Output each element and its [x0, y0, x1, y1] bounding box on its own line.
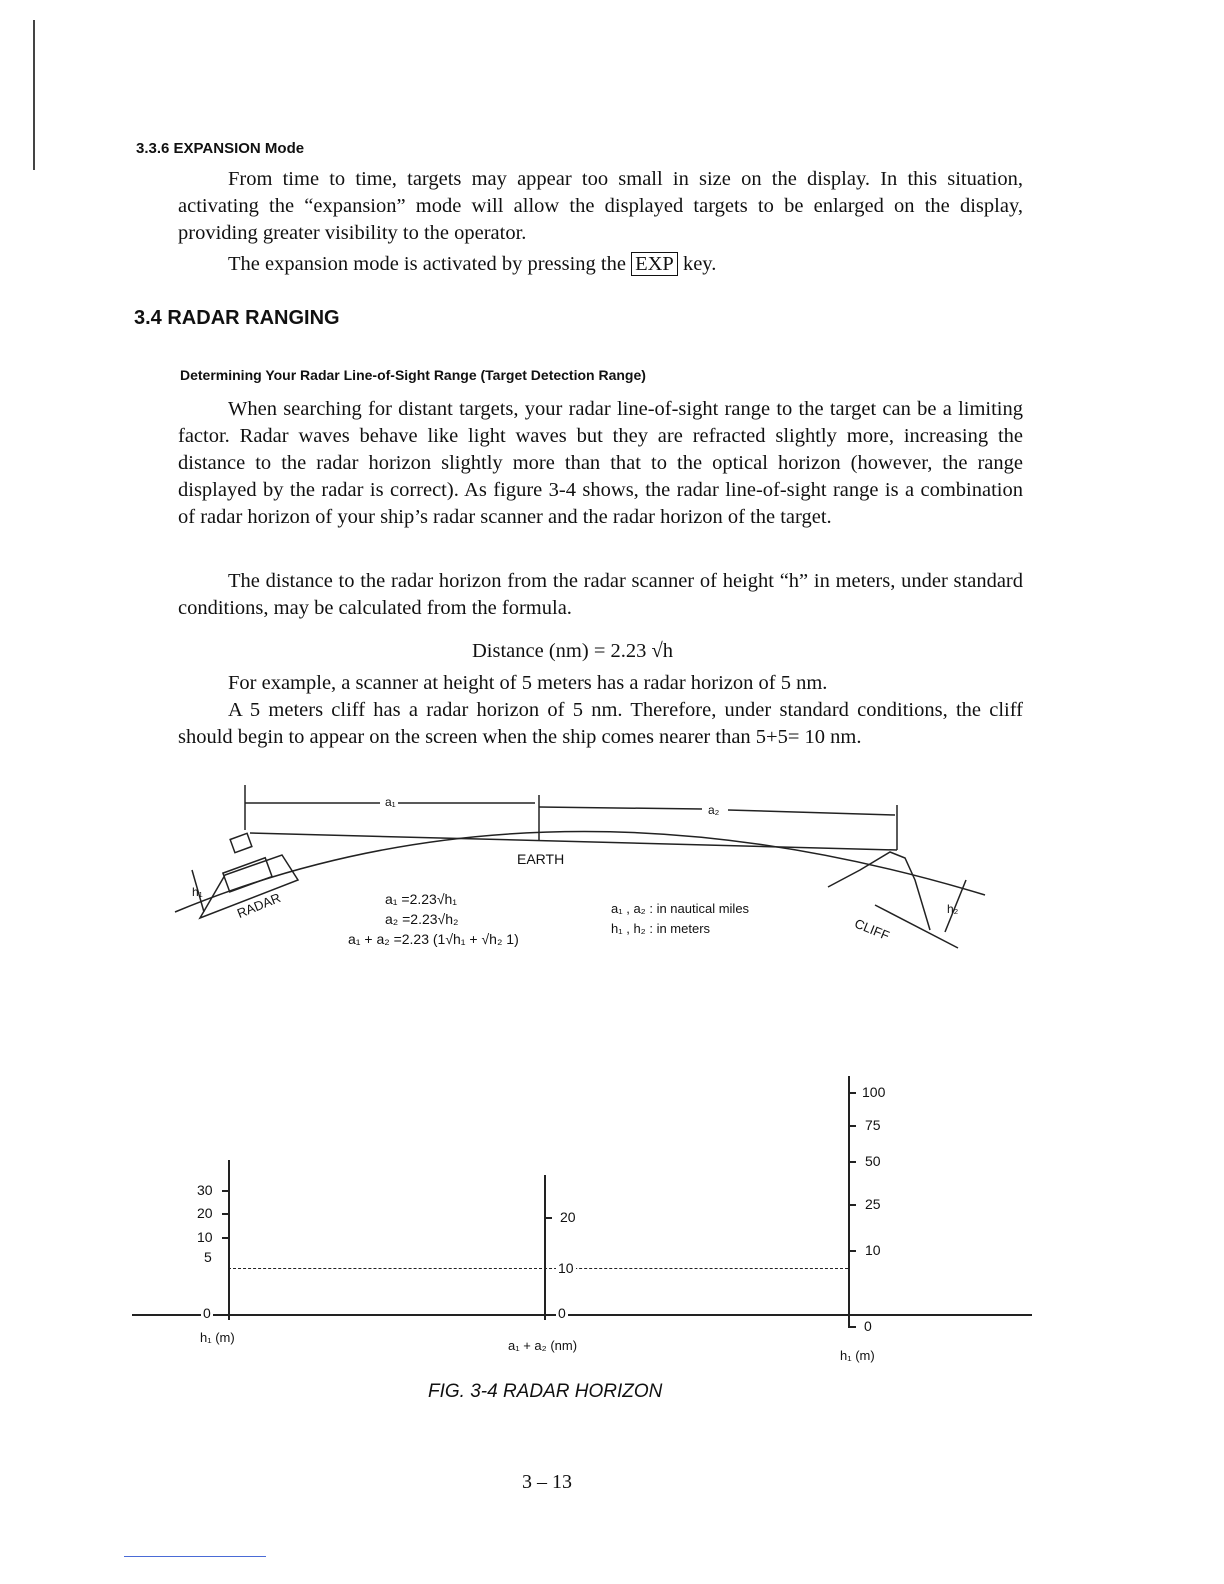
right-label-75: 75: [865, 1117, 881, 1133]
left-label-5: 5: [204, 1249, 212, 1265]
right-tick-100: [848, 1092, 856, 1094]
right-label-100: 100: [862, 1084, 886, 1100]
dim-a2-line-left: [539, 807, 702, 809]
cliff-shape: [828, 852, 930, 930]
left-label-20: 20: [197, 1205, 213, 1221]
middle-axis: [544, 1175, 546, 1320]
right-tick-25: [848, 1204, 856, 1206]
cliff-paragraph: A 5 meters cliff has a radar horizon of 5 nm. Therefore, under standard conditions, the cliff should begin to appear on the screen when the ship comes nearer than 5+5= 10 nm.: [178, 699, 1023, 748]
exp-key: EXP: [631, 252, 678, 276]
right-label-25: 25: [865, 1196, 881, 1212]
right-label-50: 50: [865, 1153, 881, 1169]
left-tick-30: [222, 1190, 230, 1192]
label-a2: a₂: [708, 803, 720, 817]
right-axis-label: h₁ (m): [840, 1348, 875, 1363]
earth-curve: [175, 831, 985, 912]
nomogram-baseline: [132, 1314, 1032, 1316]
label-radar: RADAR: [234, 890, 283, 921]
right-tick-0: [848, 1326, 856, 1328]
right-tick-50: [848, 1161, 856, 1163]
expansion-key-paragraph: [178, 251, 1023, 278]
left-label-30: 30: [197, 1182, 213, 1198]
left-axis-label: h₁ (m): [200, 1330, 235, 1345]
bottom-rule: [124, 1556, 266, 1557]
label-h2: h₂: [947, 902, 959, 916]
figure-caption: FIG. 3-4 RADAR HORIZON: [428, 1381, 663, 1402]
radar-horizon-diagram: [0, 770, 1224, 970]
equation-sum: a₁ + a₂ =2.23 (1√h₁ + √h₂ 1): [348, 931, 519, 947]
left-axis: [228, 1160, 230, 1320]
right-tick-75: [848, 1125, 856, 1127]
left-label-10: 10: [197, 1229, 213, 1245]
right-label-10: 10: [865, 1242, 881, 1258]
expansion-key-text-before: The expansion mode is activated by pressing the: [228, 253, 632, 275]
horizon-distance-paragraph: The distance to the radar horizon from the radar scanner of height “h” in meters, under standard conditions, may be calculated from the formula.: [178, 570, 1023, 619]
left-tick-10: [222, 1237, 230, 1239]
expansion-key-text-after: key.: [677, 253, 717, 275]
right-label-0: 0: [864, 1318, 872, 1334]
binding-margin-line: [33, 20, 35, 170]
section-heading-radar-ranging: 3.4 RADAR RANGING: [134, 307, 340, 329]
mid-label-20: 20: [560, 1209, 576, 1225]
ship-cabin: [223, 858, 272, 892]
mid-label-10: 10: [558, 1260, 574, 1276]
mid-label-0: 0: [558, 1305, 566, 1321]
dim-a2-line-right: [728, 810, 895, 815]
equation-a2: a₂ =2.23√h₂: [385, 911, 459, 927]
distance-formula: Distance (nm) = 2.23 √h: [472, 640, 674, 662]
section-heading-expansion: 3.3.6 EXPANSION Mode: [136, 140, 305, 157]
left-tick-20: [222, 1213, 230, 1215]
expansion-paragraph: From time to time, targets may appear too small in size on the display. In this situation, activating the “expansion” mode will allow the displayed targets to be enlarged on the display, providing greater visibility to the operator.: [178, 168, 1023, 244]
cliff-ground-line: [875, 905, 958, 948]
subheading-line-of-sight: Determining Your Radar Line-of-Sight Range (Target Detection Range): [180, 367, 646, 383]
label-a1: a₁: [385, 795, 396, 809]
line-of-sight: [250, 833, 897, 850]
mid-tick-20: [544, 1217, 552, 1219]
left-label-0: 0: [203, 1305, 211, 1321]
label-h1: h₁: [192, 885, 203, 899]
units-meters: h₁ , h₂ : in meters: [611, 921, 711, 936]
line-of-sight-paragraph: When searching for distant targets, your radar line-of-sight range to the target can be a limiting factor. Radar waves behave like light waves but they are refracted slightly more, increasing the distance to the radar horizon slightly more than that to the optical horizon (however, the range displayed by the radar is correct). As figure 3-4 shows, the radar line-of-sight range is a combination of radar horizon of your ship’s radar scanner and the radar horizon of the target.: [178, 398, 1023, 528]
right-tick-10: [848, 1250, 856, 1252]
nomogram-dashed-line: [228, 1268, 848, 1269]
right-axis: [848, 1076, 850, 1326]
equation-a1: a₁ =2.23√h₁: [385, 891, 458, 907]
page-number: 3 – 13: [522, 1471, 572, 1493]
example-paragraph: For example, a scanner at height of 5 meters has a radar horizon of 5 nm.: [228, 672, 828, 694]
mid-axis-label: a₁ + a₂ (nm): [508, 1338, 578, 1353]
label-earth: EARTH: [517, 851, 565, 867]
units-nautical-miles: a₁ , a₂ : in nautical miles: [611, 901, 750, 916]
label-cliff: CLIFF: [852, 915, 892, 944]
radar-scanner: [230, 833, 252, 852]
